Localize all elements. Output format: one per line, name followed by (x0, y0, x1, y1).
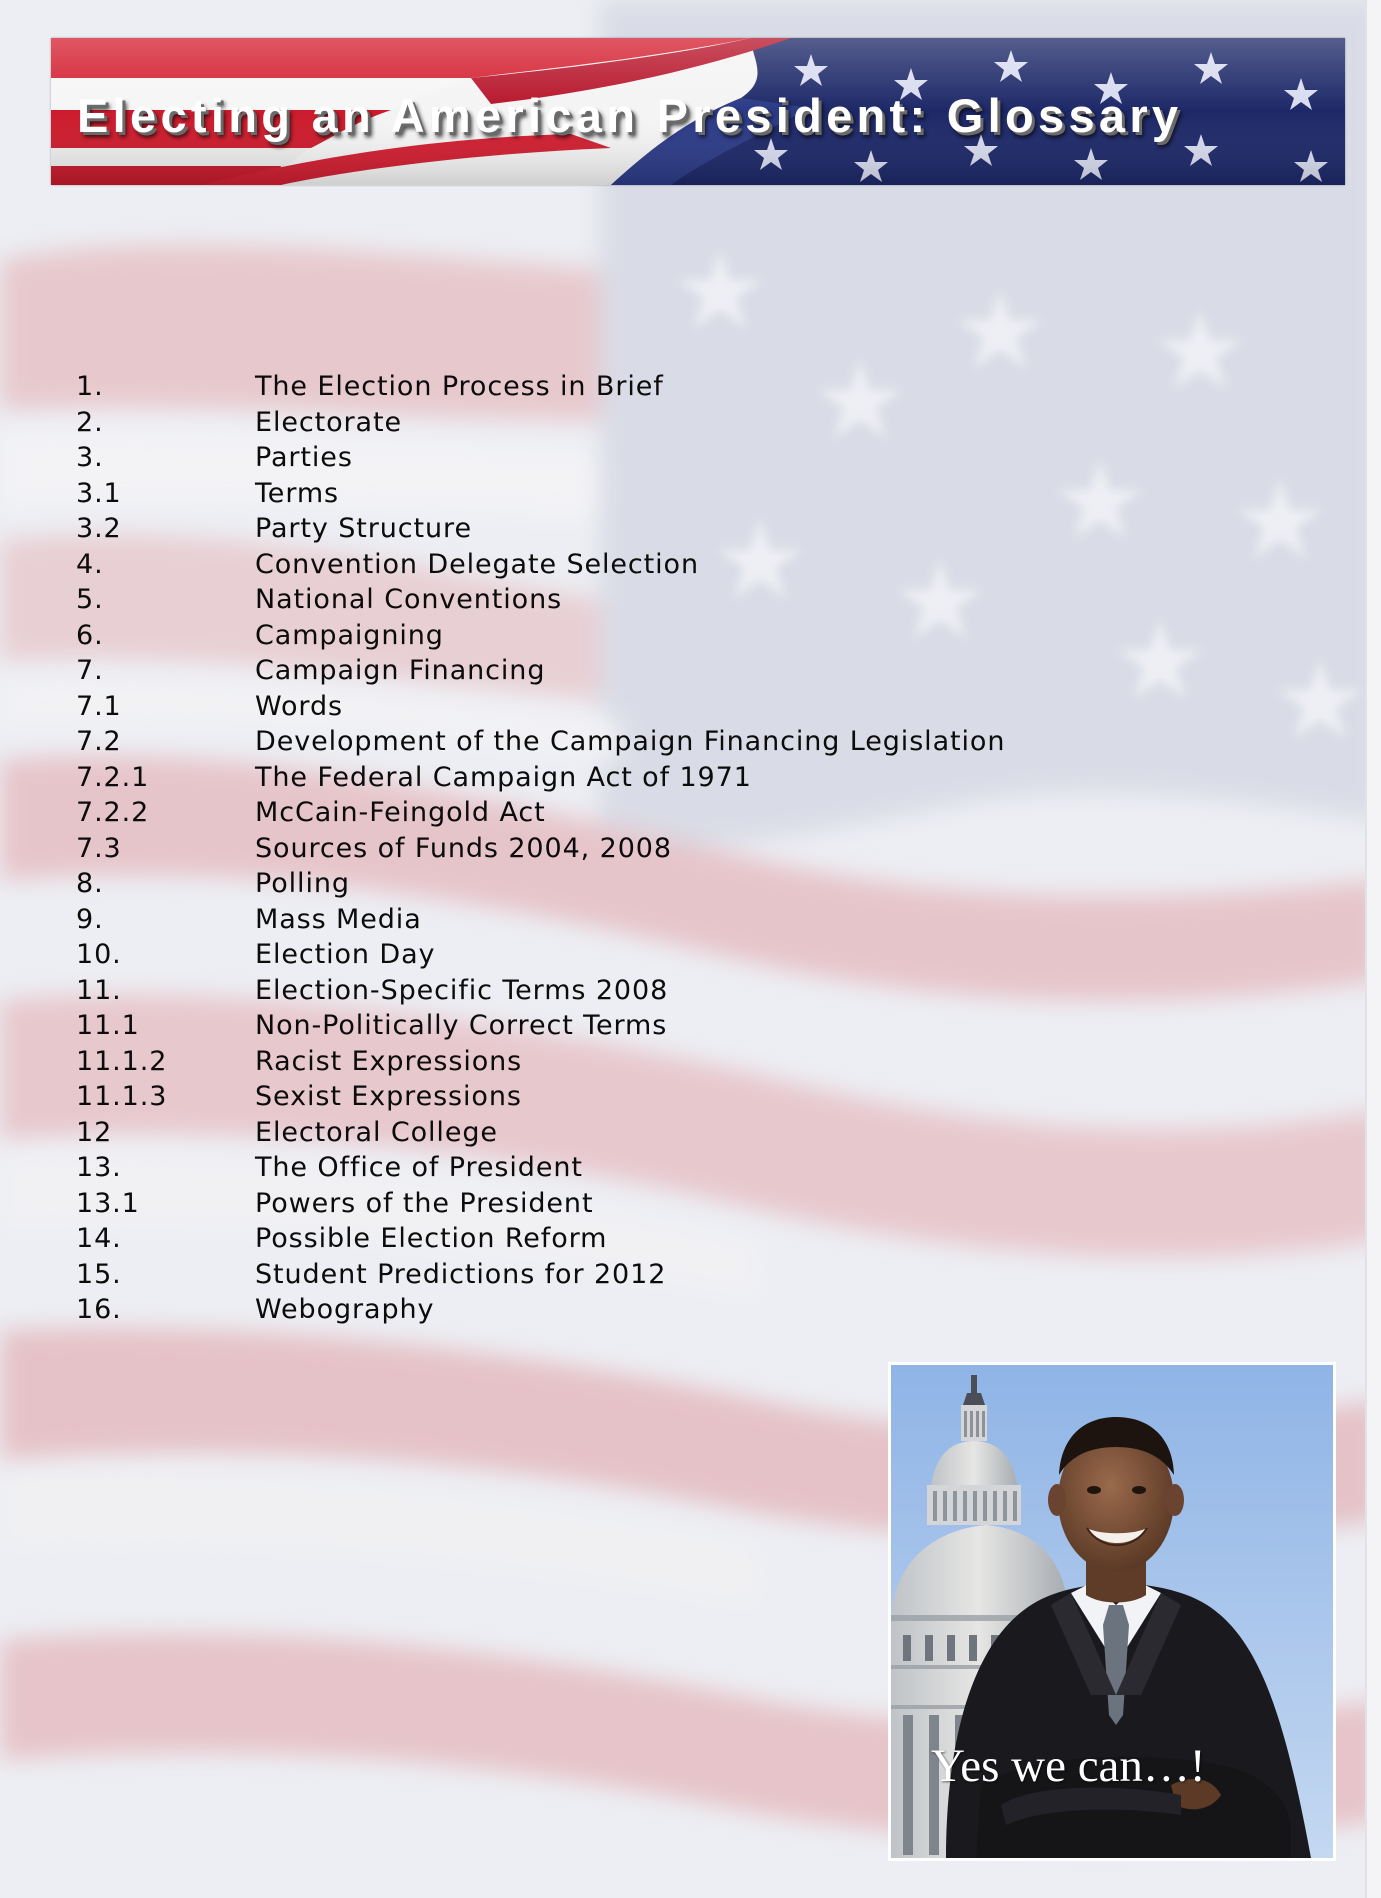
toc-entry-number: 5. (76, 584, 104, 616)
toc-entry (76, 831, 1076, 867)
toc-entry (76, 795, 1076, 831)
toc-entry (76, 866, 1076, 902)
toc-entry-number: 7.2.1 (76, 761, 150, 793)
toc-entry-number: 2. (76, 406, 104, 438)
toc-entry-title: Webography (255, 1294, 435, 1326)
toc-entry (76, 1186, 1076, 1222)
toc-entry-number: 3. (76, 442, 104, 474)
toc-entry (76, 369, 1076, 405)
toc-entry (76, 582, 1076, 618)
candidate-photo (888, 1362, 1336, 1861)
page-title: Electing an American President: Glossary (77, 89, 1183, 142)
toc-entry-title: Election Day (255, 939, 436, 971)
toc-entry-number: 16. (76, 1294, 122, 1326)
toc-entry (76, 1221, 1076, 1257)
toc-entry-title: Convention Delegate Selection (255, 548, 699, 580)
toc-entry-number: 7.2.2 (76, 797, 150, 829)
toc-entry (76, 653, 1076, 689)
toc-entry-number: 4. (76, 548, 104, 580)
toc-entry-number: 1. (76, 371, 104, 403)
toc-entry-number: 13.1 (76, 1187, 140, 1219)
toc-entry-number: 10. (76, 939, 122, 971)
toc-entry-title: Campaigning (255, 619, 444, 651)
toc-entry (76, 440, 1076, 476)
toc-entry (76, 1150, 1076, 1186)
toc-entry-number: 11.1.2 (76, 1045, 168, 1077)
toc-entry-title: Non-Politically Correct Terms (255, 1010, 668, 1042)
toc-entry-title: Electoral College (255, 1116, 498, 1148)
toc-entry-number: 3.1 (76, 477, 122, 509)
toc-entry-title: Electorate (255, 406, 402, 438)
toc-entry (76, 902, 1076, 938)
toc-entry-number: 7. (76, 655, 104, 687)
toc-entry-number: 7.3 (76, 832, 122, 864)
toc-entry-title: The Office of President (255, 1152, 583, 1184)
toc-entry-title: Parties (255, 442, 353, 474)
toc-entry-title: Words (255, 690, 343, 722)
toc-entry-title: Powers of the President (255, 1187, 594, 1219)
toc-entry (76, 689, 1076, 725)
toc-entry (76, 1292, 1076, 1328)
toc-entry (76, 973, 1076, 1009)
toc-entry-title: Sources of Funds 2004, 2008 (255, 832, 672, 864)
toc-entry-title: Student Predictions for 2012 (255, 1258, 667, 1290)
toc-entry (76, 1257, 1076, 1293)
toc-entry-title: The Election Process in Brief (255, 371, 664, 403)
toc-entry-title: Party Structure (255, 513, 472, 545)
toc-entry-title: Polling (255, 868, 350, 900)
page-edge (1365, 0, 1381, 1898)
toc-entry-number: 8. (76, 868, 104, 900)
toc-entry-title: Racist Expressions (255, 1045, 523, 1077)
toc-entry-number: 14. (76, 1223, 122, 1255)
header-banner (51, 38, 1345, 185)
toc-entry (76, 1044, 1076, 1080)
toc-entry-number: 13. (76, 1152, 122, 1184)
toc-entry (76, 405, 1076, 441)
toc-entry-title: Campaign Financing (255, 655, 546, 687)
toc-entry-number: 7.1 (76, 690, 122, 722)
toc-entry (76, 760, 1076, 796)
toc-entry-number: 7.2 (76, 726, 122, 758)
toc-entry (76, 476, 1076, 512)
table-of-contents (76, 369, 1076, 1328)
toc-entry-number: 12 (76, 1116, 113, 1148)
toc-entry (76, 724, 1076, 760)
photo-caption: Yes we can…! (931, 1740, 1206, 1792)
toc-entry-title: National Conventions (255, 584, 563, 616)
toc-entry-title: Mass Media (255, 903, 422, 935)
toc-entry-title: McCain-Feingold Act (255, 797, 546, 829)
toc-entry (76, 547, 1076, 583)
toc-entry-title: Possible Election Reform (255, 1223, 608, 1255)
toc-entry (76, 618, 1076, 654)
toc-entry (76, 1115, 1076, 1151)
toc-entry-title: Sexist Expressions (255, 1081, 522, 1113)
toc-entry-title: The Federal Campaign Act of 1971 (255, 761, 752, 793)
toc-entry-number: 11.1.3 (76, 1081, 168, 1113)
toc-entry-number: 11. (76, 974, 122, 1006)
toc-entry-title: Terms (255, 477, 340, 509)
toc-entry (76, 1008, 1076, 1044)
toc-entry (76, 937, 1076, 973)
toc-entry-number: 3.2 (76, 513, 122, 545)
toc-entry-title: Election-Specific Terms 2008 (255, 974, 669, 1006)
toc-entry-number: 6. (76, 619, 104, 651)
toc-entry-title: Development of the Campaign Financing Legislation (255, 726, 1006, 758)
toc-entry (76, 1079, 1076, 1115)
toc-entry-number: 15. (76, 1258, 122, 1290)
toc-entry (76, 511, 1076, 547)
toc-entry-number: 9. (76, 903, 104, 935)
toc-entry-number: 11.1 (76, 1010, 140, 1042)
